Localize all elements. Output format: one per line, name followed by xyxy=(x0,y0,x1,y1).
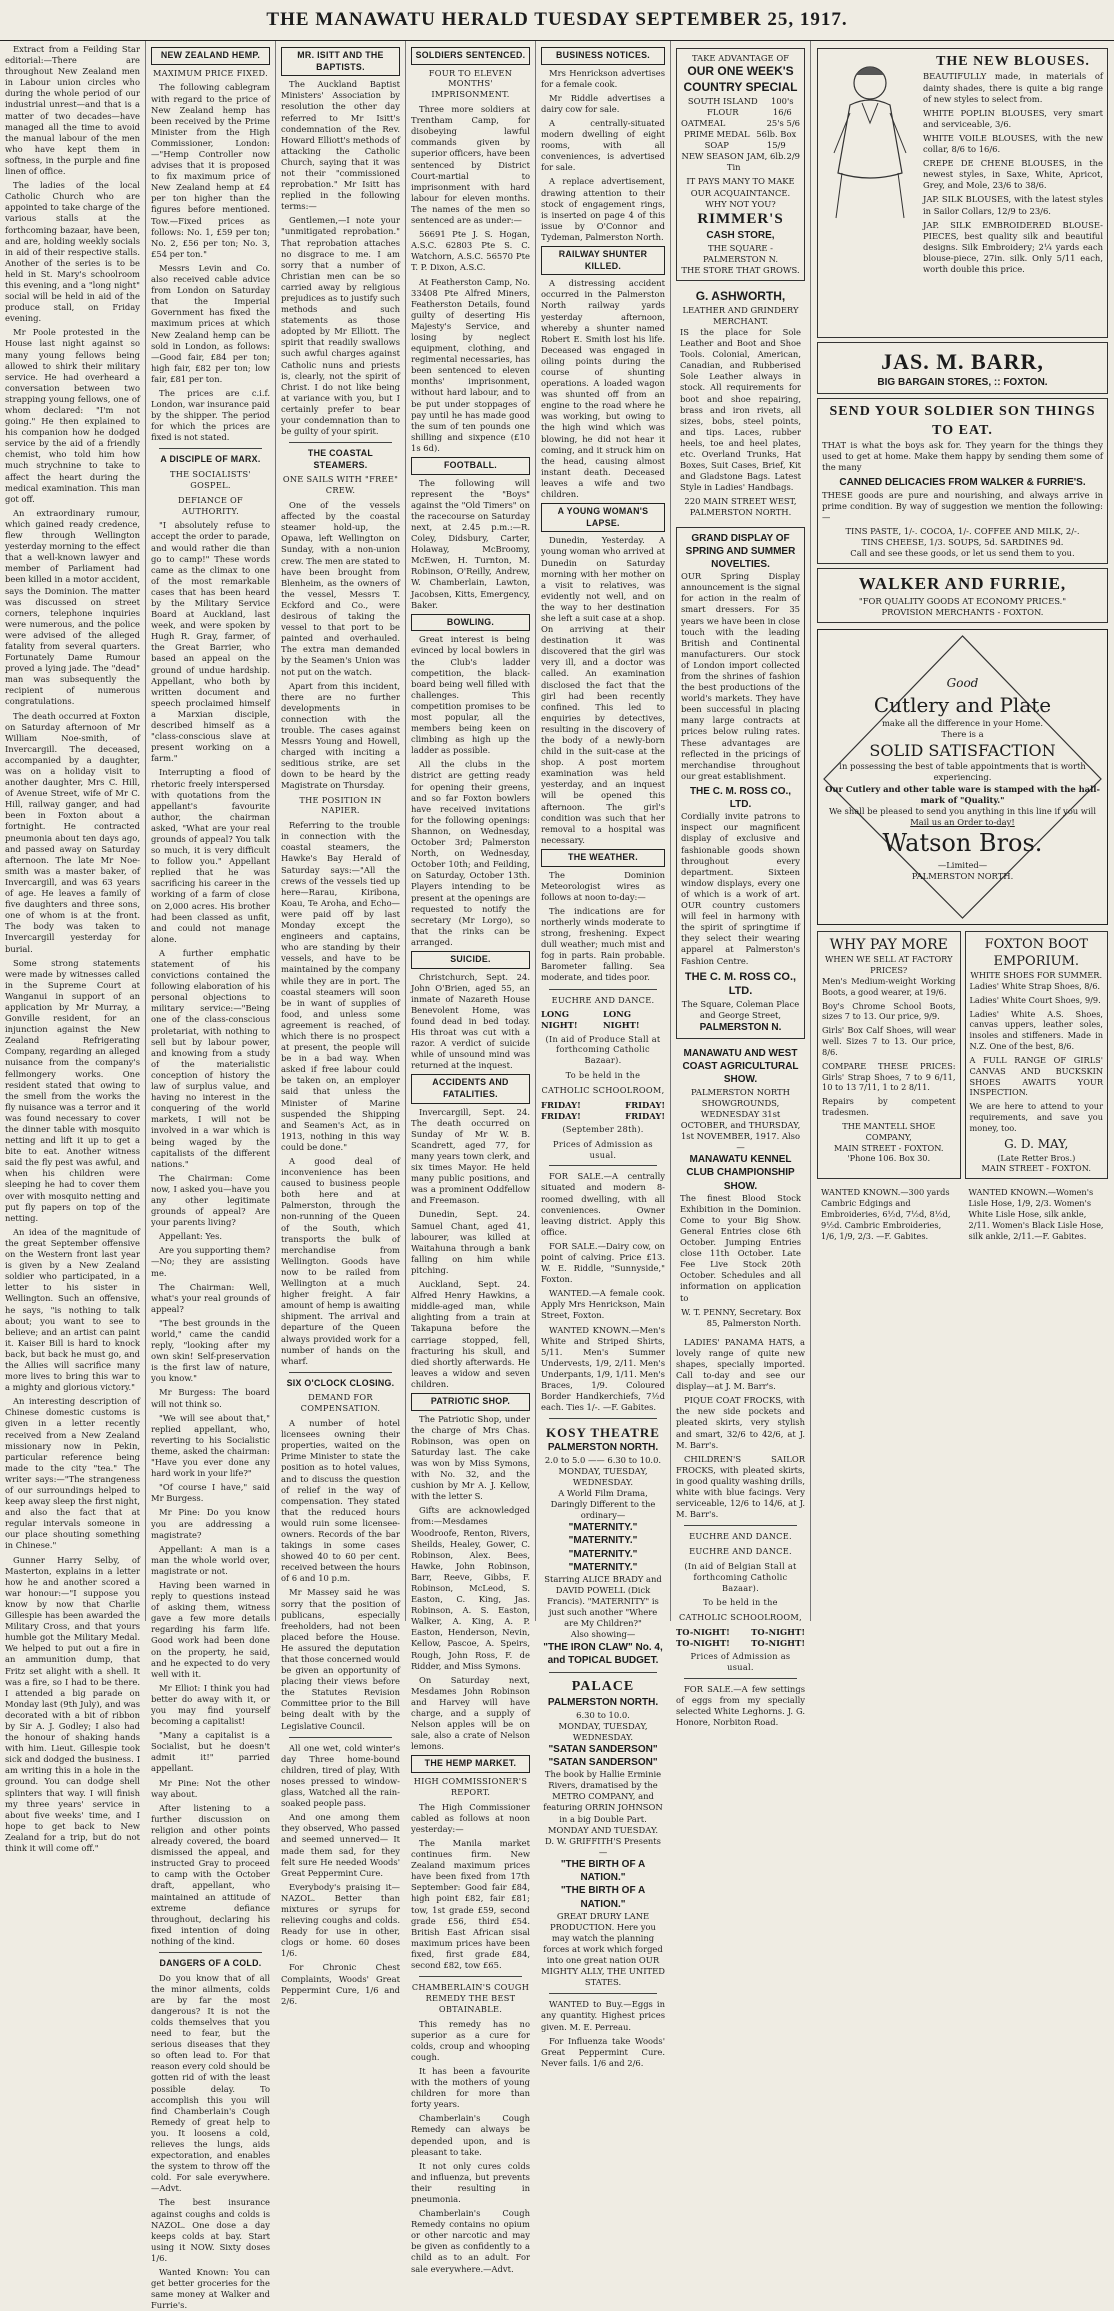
tonight-right: TO-NIGHT! xyxy=(751,1627,805,1638)
foxton-boot-sub: WHITE SHOES FOR SUMMER. xyxy=(970,970,1103,981)
euchre2-title: EUCHRE AND DANCE. xyxy=(689,1531,792,1542)
euchre-friday xyxy=(541,1111,665,1122)
blouse-illustration-icon xyxy=(822,53,917,223)
kosy-times: 2.0 to 5.0 —— 6.30 to 10.0. xyxy=(544,1454,662,1465)
ashworth-ad xyxy=(676,285,805,523)
foxton-boot-addr: MAIN STREET - FOXTON. xyxy=(981,1163,1091,1174)
blouses-text: WHITE VOILE BLOUSES, with the new collar, 8/6 to 16/6. xyxy=(923,132,1103,155)
article-paragraph: A replace advertisement, drawing attention to their stock of engagement rings, is inserted on page 4 of this issue by O'Connor and Tydeman, Palmerston North. xyxy=(541,176,665,242)
walker-furrie-name: WALKER AND FURRIE, xyxy=(858,574,1067,594)
euchre-date: (September 28th). xyxy=(562,1123,644,1134)
rimmers-items xyxy=(681,96,800,174)
article-paragraph: The Chairman: Well, what's your real grounds of appeal? xyxy=(151,1281,270,1314)
price-item-name: SOUTH ISLAND FLOUR xyxy=(687,95,758,117)
watson-cutlery-ad xyxy=(817,629,1108,925)
cut-text: There is a xyxy=(941,729,984,740)
headline-lapse: A YOUNG WOMAN'S LAPSE. xyxy=(541,503,665,532)
article-paragraph: Chamberlain's Cough Remedy can always be depended upon, and is pleasant to take. xyxy=(411,2113,530,2157)
column-6 xyxy=(671,41,811,1728)
show-sec: W. T. PENNY, Secretary. Box 85, Palmerston North. xyxy=(681,1306,801,1328)
euchre2-venue: CATHOLIC SCHOOLROOM, xyxy=(678,1612,803,1623)
palace-feature: "SATAN SANDERSON" xyxy=(548,1757,658,1769)
euchre-title: EUCHRE AND DANCE. xyxy=(551,994,655,1005)
article-paragraph: Appellant: A man is a man the whole world over, magistrate or not. xyxy=(151,1543,270,1576)
ross-addr: The Square, Coleman Place and George Street, xyxy=(681,998,800,1020)
price-item-price: 2/9 xyxy=(786,151,800,162)
classified-ad: LADIES' PANAMA HATS, a lovely range of quite new shapes, specially imported. Call to-day and see our display—at J. M. Barr's. xyxy=(676,1336,805,1392)
euchre2-admission: Prices of Admission as usual. xyxy=(690,1651,791,1673)
soldier-food-delicacies: CANNED DELICACIES FROM WALKER & FURRIE'S. xyxy=(839,477,1086,489)
article-paragraph: Invercargill, Sept. 24. The death occurred on Sunday of Mr W. B. Scandrett, aged 77, for many years town clerk, and six times Mayor. He held many public positions, and was a prominent Oddfellow and Freemason. xyxy=(411,1106,530,1206)
show-date: WEDNESDAY 31st OCTOBER, and THURSDAY, 1st NOVEMBER, 1917. Also— xyxy=(680,1108,801,1153)
divider xyxy=(549,1993,657,1994)
cut-text: We shall be pleased to send you anything in this line if you will xyxy=(828,805,1096,816)
ross-firm: THE C. M. ROSS CO., LTD. xyxy=(684,970,797,998)
ashworth-body: IS the place for Sole Leather and Boot and Shoe Tools. Colonial, American, Canadian, and Rubberised Sole Leather always in stock. All requirements for boot and shoe repairing, brass and iron rivets, all sizes, bobs, steel points, and tips. Laces, rubber heels, toe and heel plates, etc. Overland Trunks, Hat Boxes, Suit Cases, Brief, Kit and Gladstone Bags. Latest Style in Ladies' Handbags. xyxy=(680,326,801,493)
headline-soldiers: SOLDIERS SENTENCED. xyxy=(411,47,530,65)
mantell-sub: WHEN WE SELL AT FACTORY PRICES? xyxy=(824,954,953,976)
friday-right: FRIDAY! xyxy=(625,1099,665,1110)
article-paragraph: Having been warned in reply to questions instead of asking them, witness gave a few more details regarding his farm life. Good work had been done on the property, he said, and he expected to do very well with it. xyxy=(151,1579,270,1679)
classified-ad: WANTED KNOWN.—300 yards Cambric Edgings and Embroideries, 6½d, 7½d, 8½d, 9½d. Cambric Embroideries, 1/6, 1/9, 2/3. —F. Gabites. xyxy=(821,1187,951,1241)
foxton-boot-late: (Late Retter Bros.) xyxy=(997,1152,1076,1163)
article-paragraph: Christchurch, Sept. 24. John O'Brien, aged 55, an inmate of Nazareth House Benevolent Home, was found dead in bed today. His throat was cut with a razor. A verdict of suicide while of unsound mind was returned at the inquest. xyxy=(411,971,530,1071)
ross-body2: Cordially invite patrons to inspect our magnificent display of exclusive and fashionable goods shown throughout every department. Sixteen window displays, every one of which is a work of art. OUR country customers will feel in harmony with the spirit of springtime if they select their wearing apparel at Palmerston's Fashion Centre. xyxy=(681,811,800,966)
article-paragraph: Gunner Harry Selby, of Masterton, explains in a letter how he and another scored a war honour:—"I suppose you know by now that Charlie Gillespie has been awarded the Military Cross, and that yours humble got the Military Medal. We helped to put out a fire in an ammunition dump, that Fritz set alight with a shell. It was a fire, so I had to be there. I attended a big parade on Monday last (9th July), and was decorated with a bit of ribbon by Sir A. J. Godley; I also had the honour of shaking hands with him. Lieut. Gillespie took sick and dodged the business. I am writing this in a hole in the ground. You can dodge shell splinters that way. I will finish my three years' service in about five weeks' time, and I hope to get back to New Zealand for a trip, but do not think it will come off." xyxy=(5,1554,140,1853)
barr-sub: BIG BARGAIN STORES, :: FOXTON. xyxy=(877,377,1048,389)
show-kennel: MANAWATU KENNEL CLUB CHAMPIONSHIP SHOW. xyxy=(686,1154,795,1192)
divider xyxy=(684,1525,797,1526)
article-paragraph: Some strong statements were made by witnesses called in the Supreme Court at Wanganui in support of an application by Mr Murray, a Gonville resident, for an injunction against the New Zealand Refrigerating Company, regarding an alleged nuisance from the company's fellmongery works. One resident stated that owing to the smell from the works the fly nuisance was a terror and it was found necessary to cover the dinner table with mosquito netting and lift it up to get a bite to eat. Another witness said the fly pest was awful, and when his children were sleeping he had to cover them over with mosquito netting and put fly papers on top of the netting. xyxy=(5,957,140,1223)
headline-marx: A DISCIPLE OF MARX. xyxy=(160,454,261,465)
ashworth-addr: 220 MAIN STREET WEST, PALMERSTON NORTH. xyxy=(684,496,797,518)
subhead: DEFIANCE OF AUTHORITY. xyxy=(177,494,244,516)
article-paragraph: It not only cures colds and influenza, but prevents their resulting in pneumonia. xyxy=(411,2160,530,2204)
cut-good: Good xyxy=(946,675,979,690)
divider xyxy=(549,989,657,990)
blouses-ad xyxy=(817,48,1108,338)
article-paragraph: Mr Pine: Not the other way about. xyxy=(151,1777,270,1799)
subhead: THE SOCIALISTS' GOSPEL. xyxy=(169,469,251,490)
article-paragraph: At Featherston Camp, No. 33408 Pte Alfred Miners, Featherston Details, found guilty of deserting His Majesty's Service, and losing by neglect equipment, clothing, and regimental necessaries, has been sentenced to eleven months' imprisonment, without hard labour, and to be put under stoppages of pay until he has made good the sum of ten pounds one shilling and sixpence (£10 1s 6d). xyxy=(411,276,530,453)
price-item-name: OATMEAL xyxy=(681,117,726,128)
classified-ad: CHILDREN'S SAILOR FROCKS, with pleated skirts, in good quality washing drills, white with blue facings. Very serviceable, 12/6 to 14/6, at J. M. Barr's. xyxy=(676,1453,805,1520)
ross-title: GRAND DISPLAY OF SPRING AND SUMMER NOVELTIES. xyxy=(685,532,796,570)
kosy-theatre-ad xyxy=(541,1424,665,1667)
article-paragraph: Mr Elliot: I think you had better do away with it, or you may find yourself becoming a capitalist! xyxy=(151,1682,270,1727)
price-item-price: 25's 5/6 xyxy=(766,117,800,128)
tonight-left: TO-NIGHT! xyxy=(676,1627,730,1638)
ross-body: OUR Spring Display announcement is the signal for action in the realm of smart dressers. For 35 years we have been in close touch with the leading British and Continental manufacturers. Our stock of London import collected from the shrines of fashion the best productions of the world's markets. They have been successful in placing many large contracts at prices below ruling rates. These advantages are reflected in the pricings of merchandise throughout our great establishment. xyxy=(681,571,800,781)
article-paragraph: The High Commissioner cabled as follows at noon yesterday:— xyxy=(411,1801,530,1834)
palace-desc2: GREAT DRURY LANE PRODUCTION. Here you may watch the planning forces at work which forged into one great nation OUR MIGHTY ALLY, THE UNITED STATES. xyxy=(541,1910,665,1988)
price-row xyxy=(681,151,800,173)
foxton-boot-text: We are here to attend to your requirements, and save you money, too. xyxy=(969,1101,1103,1133)
classified-ad: WANTED to Buy.—Eggs in any quantity. Highest prices given. M. E. Perreau. xyxy=(541,1999,665,2032)
article-paragraph: Auckland, Sept. 24. Alfred Henry Hawkins, a middle-aged man, while alighting from a train at Takapuna before the carriage stopped, fell, fracturing his skull, and died shortly afterwards. He leaves a widow and seven children. xyxy=(411,1279,530,1389)
show-body: The finest Blood Stock Exhibition in the Dominion. Come to your Big Show. General Entries close 6th October. Jumping Entries close 11th October. Late Fee Live Stock 20th October. Schedules and all information on application to xyxy=(680,1192,801,1303)
palace-days: MONDAY, TUESDAY, WEDNESDAY. xyxy=(558,1720,648,1742)
column-3 xyxy=(276,41,406,2006)
walker-furrie-sub: "FOR QUALITY GOODS AT ECONOMY PRICES." xyxy=(858,595,1067,606)
headline-business: BUSINESS NOTICES. xyxy=(541,47,665,65)
article-paragraph: All one wet, cold winter's day Three home-bound children, tired of play, With noses pressed to window-glass, Watched all the rain-soaked people pass. xyxy=(281,1742,400,1809)
subhead: HIGH COMMISSIONER'S REPORT. xyxy=(413,1776,528,1797)
divider xyxy=(289,442,392,443)
euchre-venue: CATHOLIC SCHOOLROOM, xyxy=(541,1084,665,1095)
column-2 xyxy=(146,41,276,2311)
article-paragraph: The death occurred at Foxton on Saturday afternoon of Mr William Noe-smith, of Invercargill. The deceased, accompanied by a daughter, was on a holiday visit to another daughter, Mrs C. Hill, of Avenue Street, wife of Mr C. Hill, railway ganger, and had been in Foxton about a fortnight. He contracted pneumonia about ten days ago, and passed away on Saturday afternoon. The late Mr Noe-smith was a master baker, of Invercargill, and was 63 years of age. He leaves a family of five daughters and three sons, one of whom is at the front. The body was taken to Invercargill yesterday for burial. xyxy=(5,710,140,954)
article-paragraph: A good deal of inconvenience has been caused to business people both here and at Palmerston, through the non-running of the Queen of the South, which transports the bulk of merchandise from Wellington. Goods have now to be railed from Wellington at a much higher freight. A fair amount of hemp is awaiting shipment. The arrival and departure of the Queen always provided work for a number of hands on the wharf. xyxy=(281,1156,400,1366)
walker-furrie-sub2: PROVISION MERCHANTS - FOXTON. xyxy=(881,606,1044,617)
palace-ad xyxy=(541,1678,665,1988)
headline-cold: DANGERS OF A COLD. xyxy=(159,1957,262,1968)
article-paragraph: Great interest is being evinced by local bowlers in the Club's ladder competition, the black-board being well filled with challenges. This competition promises to be most popular, all the members being keen on climbing as high up the ladder as possible. xyxy=(411,634,530,756)
blouses-text: JAP. SILK BLOUSES, with the latest styles in Sailor Collars, 12/9 to 23/6. xyxy=(923,194,1103,216)
article-paragraph: 56691 Pte J. S. Hogan, A.S.C. 62803 Pte S. C. Watchorn, A.S.C. 56570 Pte T. P. Dixon, A.S.C. xyxy=(411,229,530,273)
classified-ad: PIQUE COAT FROCKS, with the new side pockets and pleated skirts, very stylish and smart, 32/6 to 42/6, at J. M. Barr's. xyxy=(676,1395,805,1450)
article-paragraph: "Of course I have," said Mr Burgess. xyxy=(151,1482,270,1504)
mantell-title: WHY PAY MORE xyxy=(829,936,948,953)
mantell-ad xyxy=(817,931,961,1179)
divider xyxy=(419,1976,522,1977)
divider xyxy=(684,1678,797,1679)
article-paragraph: Mr Poole protested in the House last night against so many young fellows being allowed to shirk their military service. He had overheard a conversation between two strapping young fellows, one of whom declared: "I'm not going." He then explained to his companion how he dodged service by the aid of a friendly chemist, who told him how much strychnine to take to affect the heart during the medical examination. This man got off. xyxy=(5,327,140,504)
article-paragraph: Interrupting a flood of rhetoric freely interspersed with quotations from the appellant's favourite author, the chairman asked, "What are your real grounds of appeal? You talk so much, it is very difficult to follow you." Appellant replied that he was sacrificing his career in the working of a farm of close on 2,000 acres. His brother had been classed as unfit, and could not manage alone. xyxy=(151,767,270,944)
euchre-note: (In aid of Produce Stall at forthcoming Catholic Bazaar). xyxy=(545,1033,661,1066)
article-paragraph: "The best grounds in the world," came the candid reply, "looking after my own skin! Self-preservation is the first law of nature, you know." xyxy=(151,1317,270,1384)
article-paragraph: The indications are for northerly winds moderate to strong, freshening. Expect dull weather; much mist and fog in parts. Rain probable. Barometer falling. Sea moderate, and tides poor. xyxy=(541,905,665,983)
article-paragraph: For Chronic Chest Complaints, Woods' Great Peppermint Cure, 1/6 and 2/6. xyxy=(281,1962,400,2006)
foxton-boot-text: Ladies' White Court Shoes, 9/9. xyxy=(969,994,1101,1005)
column-4 xyxy=(406,41,536,2274)
article-paragraph: One of the vessels affected by the coastal steamer hold-up, the Opawa, left Wellington on Sunday, with a non-union crew. The men are stated to have been brought from Blenheim, as the owners of the vessel, Messrs T. Eckford and Co., were desirous of taking the vessel to that port to be painted and overhauled. The extra man demanded by the Seamen's Union was not put on the watch. xyxy=(281,500,400,677)
article-paragraph: Chamberlain's Cough Remedy contains no opium or other narcotic and may be given as confidently to a child as to an adult. For sale everywhere.—Advt. xyxy=(411,2208,530,2274)
kosy-iron-claw: "THE IRON CLAW" No. 4, and TOPICAL BUDGET. xyxy=(543,1641,663,1666)
palace-bon: "THE BIRTH OF A NATION." xyxy=(560,1858,646,1884)
palace-desc: The book by Hallie Erminie Rivers, dramatised by the METRO COMPANY, and featuring ORRIN JOHNSON in a big Double Part. xyxy=(543,1769,663,1824)
soldier-food-title: SEND YOUR SOLDIER SON THINGS TO EAT. xyxy=(829,404,1096,438)
article-paragraph: On Saturday next, Mesdames John Robinson and Harvey will have charge, and a supply of Nelson apples will be on sale, also a crate of Nelson lemons. xyxy=(411,1674,530,1752)
price-item-price: 100's 16/6 xyxy=(771,95,794,117)
article-paragraph: Mr Riddle advertises a dairy cow for sale. xyxy=(541,92,665,114)
article-paragraph: "We will see about that," replied appellant, who, reverting to his Socialistic theme, asked the chairman: "Have you ever done any hard work in your life?" xyxy=(151,1412,270,1479)
article-paragraph: The best insurance against coughs and colds is NAZOL. One dose a day keeps colds at bay. Start using it NOW. Sixty doses 1/6. xyxy=(151,2197,270,2263)
show-ad xyxy=(676,1043,805,1333)
article-paragraph: Are you supporting them?—No; they are assisting me. xyxy=(151,1245,270,1278)
palace-title: PALACE xyxy=(571,1678,635,1694)
friday-right: FRIDAY! xyxy=(625,1110,665,1121)
article-paragraph: An interesting description of Chinese domestic customs is given in a letter recently received from a New Zealand missionary now in Pekin, particular reference being made to the city "tea." The writer says:—"The strangeness of our surroundings helped to keep away sleep the first night, and also the fact that at regular intervals someone in our place shouting something in Chinese." xyxy=(5,1396,140,1551)
foxton-boot-text: A FULL RANGE OF GIRLS' CANVAS AND BUCKSKIN SHOES AWAITS YOUR INSPECTION. xyxy=(969,1054,1103,1098)
headline-patriotic: PATRIOTIC SHOP. xyxy=(411,1393,530,1411)
article-paragraph: After listening to a further discussion on religion and other points already covered, the board dismissed the appeal, and instructed Gray to proceed to camp with the October draft, appellant, who maintained an attitude of extreme defiance throughout, declaring his fixed intention of doing nothing of the kind. xyxy=(151,1802,270,1946)
masthead-title: THE MANAWATU HERALD TUESDAY SEPTEMBER 25, 1917. xyxy=(266,9,848,31)
subhead: ONE SAILS WITH "FREE" CREW. xyxy=(282,474,399,496)
price-item-name: NEW SEASON JAM, 6lb. Tin xyxy=(681,151,787,173)
foxton-boot-name: G. D. MAY, xyxy=(1004,1136,1069,1151)
mantell-text: Repairs by competent tradesmen. xyxy=(822,1096,956,1118)
headline-isitt: MR. ISITT AND THE BAPTISTS. xyxy=(281,47,400,76)
classified-ad: FOR SALE.—A centrally situated and modern 8-roomed dwelling, with all conveniences. Owner leaving district. Apply this office. xyxy=(541,1171,665,1237)
column-5 xyxy=(536,41,671,2068)
cut-ltd: —Limited— xyxy=(937,859,988,870)
article-paragraph: The following will represent the "Boys" against the "Old Timers" on the racecourse on Saturday next, at 2.45 p.m.:—R. Coley, Didsbury, Carter, Holaway, McBroomy, McEwen, H. Turnton, M. Robinson, O'Reilly, Andrew, W. Chamberlain, Lawton, Jacobsen, Kitts, Emergency, Baker. xyxy=(411,477,530,610)
cut-text: make all the difference in your Home. xyxy=(881,718,1044,729)
euchre-friday xyxy=(541,1100,665,1111)
page-columns xyxy=(0,41,1114,2311)
shoe-ads xyxy=(817,931,1108,1179)
divider xyxy=(159,1952,262,1953)
ashworth-sub: LEATHER AND GRINDERY MERCHANT. xyxy=(682,304,799,326)
classified-ad: WANTED.—A female cook. Apply Mrs Henrickson, Main Street, Foxton. xyxy=(541,1288,665,1321)
palace-mon: MONDAY AND TUESDAY. xyxy=(547,1824,659,1835)
show-sub: PALMERSTON NORTH SHOWGROUNDS, xyxy=(691,1086,790,1108)
article-paragraph: The Manila market continues firm. New Zealand maximum prices have been fixed from 17th September: Good fair £84, high point £82, fair £81; tow, 1st grade £59, second grade £56, third £54. British East African sisal maximum prices have been fixed, first grade £84, second £82, tow £65. xyxy=(411,1837,530,1970)
article-paragraph: Appellant: Yes. xyxy=(159,1231,223,1242)
price-row xyxy=(681,96,800,118)
bottom-classifieds xyxy=(817,1183,1108,1245)
tonight-right: TO-NIGHT! xyxy=(751,1638,805,1649)
ross-city: PALMERSTON N. xyxy=(699,1021,782,1033)
headline-coastal: THE COASTAL STEAMERS. xyxy=(307,448,374,470)
article-paragraph: Mr Pine: Do you know you are addressing a magistrate? xyxy=(151,1507,270,1540)
article-paragraph: An idea of the magnitude of the great September offensive on the Western front last year is given by a New Zealand soldier who participated, in a letter to his sister in Wellington. Such an offensive, he says, "is nothing to talk about; you want to see to believe; and an artist can paint it. Kaiser Bill is hard to knock back, but back he must go, and the Allies will sacrifice many more lives to bring this war to a mighty and glorious victory." xyxy=(5,1226,140,1393)
article-paragraph: Three more soldiers at Trentham Camp, for disobeying lawful commands given by superior officers, have been sentenced by District Court-martial to imprisonment with hard labour for eleven months. The names of the men so sentenced are as under:— xyxy=(411,104,530,226)
article-paragraph: Mr Burgess: The board will not think so. xyxy=(151,1387,270,1409)
headline-suicide: SUICIDE. xyxy=(411,951,530,969)
column-7 xyxy=(811,41,1114,1621)
article-paragraph: A distressing accident occurred in the Palmerston North railway yards yesterday afternoon, whereby a shunter named Robert E. Smith lost his life. Deceased was engaged in oiling points during the course of shunting operations. A loaded wagon was shunted off from an engine to the road where he was working, but owing to the high wind which was blowing, he did not hear it coming, and it struck him on the head, causing almost instant death. Deceased leaves a wife and two children. xyxy=(541,278,665,500)
foxton-boot-title: FOXTON BOOT EMPORIUM. xyxy=(984,936,1088,969)
soldier-food-text: THESE goods are pure and nourishing, and always arrive in prime condition. By way of suggestion we mention the following:— xyxy=(822,489,1103,522)
divider xyxy=(289,1737,392,1738)
barr-name: JAS. M. BARR, xyxy=(881,349,1044,374)
divider xyxy=(549,1672,657,1673)
cut-mail: Mail us an Order to-day! xyxy=(910,816,1015,827)
article-paragraph: The ladies of the local Catholic Church who are appointed to take charge of the various stalls at the forthcoming bazaar, have been, and are, holding weekly socials in aid of their respective stalls. Another of the series is to be held in St. Mary's schoolroom this evening, and a "long night" social will be held in aid of the produce stall, on Friday evening. xyxy=(5,180,140,324)
article-paragraph: Gifts are acknowledged from:—Mesdames Woodroofe, Renton, Rivers, Sheilds, Healey, Gower, C. Robinson, Alex. Bees, Hawke, John Robinson, Barr, Reeve, Gibbs, F. Robinson, McLeod, S. Easton, C. King, Jas. Robinson, A. S. Easton, Walker, A. King, A. P. Easton, Henderson, Nevin, Kellow, Pascoe, A. Speirs, Rough, John Ross, F. de Ridder, and Miss Symons. xyxy=(411,1505,530,1671)
subhead: FOUR TO ELEVEN MONTHS' IMPRISONMENT. xyxy=(428,67,513,100)
friday-left: FRIDAY! xyxy=(541,1110,581,1121)
article-paragraph: An extraordinary rumour, which gained ready credence, flew through Wellington yesterday morning to the effect that a well-known lawyer and member of Parliament had been killed in a motor accident, says the Dominion. The matter was discussed on street corners, telephone inquiries were numerous, and the police were advised of the alleged fatality from several quarters. Fortunately Dame Rumour proved a lying jade. The "dead" man was subsequently the recipient of numerous congratulations. xyxy=(5,507,140,707)
article-paragraph: "Many a capitalist is a Socialist, but he doesn't admit it!" parried appellant. xyxy=(151,1730,270,1774)
euchre-admission: Prices of Admission as usual. xyxy=(553,1138,653,1160)
mantell-text: Men's Medium-weight Working Boots, a good wearer, at 19/6. xyxy=(822,975,956,997)
kosy-feature: "MATERNITY." "MATERNITY." xyxy=(568,1522,638,1547)
ashworth-name: G. ASHWORTH, xyxy=(695,288,786,303)
divider xyxy=(289,1372,392,1373)
euchre-long-night xyxy=(541,1009,665,1031)
article-paragraph: Do you know that of all the minor ailments, colds are by far the most dangerous? It is not the colds themselves that you need to fear, but the serious diseases that they so often lead to. For that reason every cold should be gotten rid of with the least possible delay. To accomplish this you will find Chamberlain's Cough Remedy of great help to you. It loosens a cold, relieves the lungs, aids expectoration, and enables the system to throw off the cold. For sale everywhere.—Advt. xyxy=(151,1972,270,2194)
article-paragraph: The Patriotic Shop, under the charge of Mrs Chas. Robinson, was open on Saturday last. The cake was won by Miss Symons, with No. 32, and the cushion by Mr A. J. Kellow, with the letter S. xyxy=(411,1413,530,1502)
foxton-boot-text: Ladies' White A.S. Shoes, canvas uppers, leather soles, insoles and stiffeners. Made in N.Z. One of the best, 8/6. xyxy=(969,1008,1103,1052)
foxton-boot-text: Ladies' White Strap Shoes, 8/6. xyxy=(969,980,1101,991)
palace-bon: "THE BIRTH OF A NATION." xyxy=(560,1885,646,1910)
mantell-text: COMPARE THESE PRICES: Girls' Strap Shoes, 7 to 9 6/11, 10 to 13 7/11, 1 to 2 8/11. xyxy=(822,1060,956,1093)
price-row xyxy=(681,129,800,151)
article-paragraph: This remedy has no superior as a cure for colds, croup and whooping cough. xyxy=(411,2018,530,2062)
rimmers-store: RIMMER'S xyxy=(697,210,784,227)
euchre-note: To be held in the xyxy=(565,1070,641,1080)
rimmers-sub: CASH STORE, xyxy=(706,230,775,242)
foxton-boot-ad xyxy=(965,931,1109,1179)
long-night-left: LONG NIGHT! xyxy=(541,1009,578,1031)
ross-ad xyxy=(676,527,805,1039)
mantell-text: Girls' Box Calf Shoes, will wear well. Sizes 7 to 13. Our price, 8/6. xyxy=(822,1025,956,1057)
cut-city: PALMERSTON NORTH. xyxy=(911,870,1014,881)
subhead: MAXIMUM PRICE FIXED. xyxy=(153,67,268,78)
classified-ad: WANTED KNOWN.—Women's Lisle Hose, 1/9, 2/3. Women's White Lisle Hose, silk ankle, 2/11. Women's Black Lisle Hose, silk ankle, 2/11.—F. Gabites. xyxy=(968,1187,1104,1241)
classified-ad: For Influenza take Woods' Great Peppermint Cure. Never fails. 1/6 and 2/6. xyxy=(541,2035,665,2068)
kosy-place: PALMERSTON NORTH. xyxy=(547,1442,659,1454)
divider xyxy=(549,1165,657,1166)
blouses-text: BEAUTIFULLY made, in materials of dainty shades, there is quite a big range of new styles to select from. xyxy=(923,71,1103,104)
price-item-price: 56lb. Box 15/9 xyxy=(756,129,797,151)
article-paragraph: Wanted Known: You can get better groceries for the same money at Walker and Furrie's. xyxy=(151,2267,270,2311)
article-paragraph: Everybody's praising it—NAZOL. Better than mixtures or syrups for relieving coughs and colds. Ready for use in other, clogs or home. 60 doses 1/6. xyxy=(281,1881,400,1959)
article-paragraph: Mr Massey said he was sorry that the position of publicans, especially freeholders, had not been placed before the House. He assured the deputation that those concerned would be given an opportunity of placing their views before the Statutes Revision Committee prior to the Bill being dealt with by the Legislative Council. xyxy=(281,1587,400,1731)
article-paragraph: Messrs Levin and Co. also received cable advice from London on Saturday that the Imperial Government has fixed the maximum prices at which New Zealand hemp can be sold in London, as follows:—Good fair, £84 per ton; high fair, £82 per ton; low fair, £81 per ton. xyxy=(151,262,270,384)
article-paragraph: The Dominion Meteorologist wires as follows at noon to-day:— xyxy=(541,869,665,902)
cut-solid: SOLID SATISFACTION xyxy=(869,741,1056,761)
headline-football: FOOTBALL. xyxy=(411,457,530,475)
subhead: CHAMBERLAIN'S COUGH REMEDY THE BEST OBTAINABLE. xyxy=(411,1982,530,2014)
headline-accidents: ACCIDENTS AND FATALITIES. xyxy=(411,1074,530,1103)
article-paragraph: And one among them they observed, Who passed and seemed unnerved— It made them sad, for they felt sure He needed Woods' Great Peppermint Cure. xyxy=(281,1812,400,1878)
article-paragraph: Gentlemen,—I note your "unmitigated reprobation." That reprobation attaches no disgrace to me. I am sorry that a number of Christian men can be so carried away by religious prejudices as to justify such methods and such statements as those adopted by Mr Elliott. The spirit that readily swallows such awful charges against Catholic nuns and priests is, clearly, not the spirit of Christ. I do not like being at variance with you, but I certainly prefer to bear your condemnation than to be guilty of your spirit. xyxy=(281,215,400,437)
blouses-text: JAP. SILK EMBROIDERED BLOUSE-PIECES, best quality silk and beautiful designs. Silk Embroidery; 2¼ yards each blouse-piece, 27in. silk. Only 5/11 each, worth double this price. xyxy=(923,219,1103,274)
kosy-desc: A World Film Drama, Daringly Different to the ordinary— xyxy=(550,1487,656,1521)
euchre2-tonight xyxy=(676,1638,805,1649)
euchre2-title: EUCHRE AND DANCE. xyxy=(689,1546,792,1557)
masthead xyxy=(0,0,1114,41)
classified-ad: WANTED KNOWN.—Men's White and Striped Shirts, 5/11. Men's Summer Undervests, 1/9, 2/11. Men's Underpants, 1/9, 1/11. Men's Braces, 1/9. Coloured Border Handkerchiefs, 7½d each. Ties 1/-. —F. Gabites. xyxy=(541,1324,665,1413)
euchre2-note: (In aid of Belgian Stall at forthcoming Catholic Bazaar). xyxy=(684,1560,797,1593)
article-paragraph: The Auckland Baptist Ministers' Association by resolution the other day referred to Mr Isitt's condemnation of the Rev. Howard Elliott's methods of attacking the Catholic Church, saying that it was not their "commissioned reprobation." Mr Isitt has replied in the following terms:— xyxy=(281,79,400,212)
headline-shunter: RAILWAY SHUNTER KILLED. xyxy=(541,246,665,275)
long-night-right: LONG NIGHT! xyxy=(603,1009,640,1031)
article-paragraph: Mrs Henrickson advertises for a female cook. xyxy=(541,67,665,89)
palace-feature: "SATAN SANDERSON" xyxy=(548,1743,658,1755)
soldier-food-call: Call and see these goods, or let us send them to you. xyxy=(850,548,1075,559)
article-paragraph: The Chairman: Come now, I asked you—have you any other legitimate grounds of appeal? Are your parents living? xyxy=(151,1172,270,1228)
palace-times: 6.30 to 10.0. xyxy=(576,1709,630,1720)
kosy-days: MONDAY, TUESDAY, WEDNESDAY. xyxy=(558,1465,648,1487)
subhead: THE POSITION IN NAPIER. xyxy=(299,794,382,816)
article-paragraph: "I absolutely refuse to accept the order to parade, and would rather die than go to camp!" These words came as the climax to one of the most remarkable cases that has been heard by the Military Service Board at Auckland, last week, and were spoken by Hugh R. Gray, farmer, of the Great Barrier, who based an appeal on the ground of undue hardship. Appellant, who both by written document and speech proclaimed himself a Marxian disciple, described himself as a "class-conscious slave at present working on a farm." xyxy=(151,520,270,764)
headline-weather: THE WEATHER. xyxy=(541,849,665,867)
blouses-text: CREPE DE CHENE BLOUSES, in the newest styles, in Saxe, White, Apricot, Grey, and Mole, 23/6 to 38/6. xyxy=(923,158,1103,191)
rimmers-title: OUR ONE WEEK'S COUNTRY SPECIAL xyxy=(683,64,798,94)
divider xyxy=(159,448,262,449)
column-1 xyxy=(0,41,146,1853)
headline-hemp-market: THE HEMP MARKET. xyxy=(411,1755,530,1773)
kosy-star: Starring ALICE BRADY and DAVID POWELL (Dick Francis). "MATERNITY" is just such another "Where are My Children?" xyxy=(544,1573,662,1629)
price-row xyxy=(681,118,800,129)
soldier-food-items: TINS PASTE, 1/-. COCOA, 1/-. COFFEE AND MILK, 2/-. xyxy=(845,525,1080,536)
rimmers-ad xyxy=(676,48,805,281)
rimmers-tag: THE STORE THAT GROWS. xyxy=(681,264,800,275)
mantell-name: THE MANTELL SHOE COMPANY, xyxy=(842,1120,936,1142)
mantell-addr: MAIN STREET - FOXTON. xyxy=(834,1142,944,1153)
subhead: DEMAND FOR COMPENSATION. xyxy=(300,1392,381,1414)
article-paragraph: A number of hotel licensees owning their properties, waited on the Prime Minister to state the position as to hotel values, and to discuss the question of relief in the way of compensation. They stated that the reduced hours would ruin some licensee-owners. Records of the bar takings in some cases showed 40 to 60 per cent. received between the hours of 6 and 10 p.m. xyxy=(281,1418,400,1584)
walker-furrie-ad xyxy=(817,568,1108,623)
tonight-left: TO-NIGHT! xyxy=(676,1638,730,1649)
palace-place: PALMERSTON NORTH. xyxy=(547,1697,659,1709)
headline-bowling: BOWLING. xyxy=(411,614,530,632)
blouses-text: WHITE POPLIN BLOUSES, very smart and serviceable, 3/6. xyxy=(923,107,1103,129)
cut-title: Cutlery and Plate xyxy=(873,692,1052,717)
article-paragraph: It has been a favourite with the mothers of young children for more than forty years. xyxy=(411,2065,530,2110)
rimmers-top: TAKE ADVANTAGE OF xyxy=(692,53,789,63)
price-item-name: PRIME MEDAL SOAP xyxy=(683,129,750,151)
article-paragraph: Dunedin, Sept. 24. Samuel Chant, aged 41, labourer, was killed at Waitahuna through a bank falling on him while pitching. xyxy=(411,1209,530,1275)
euchre2-tonight xyxy=(676,1627,805,1638)
cut-text: Our Cutlery and other table ware is stamped with the hall-mark of "Quality." xyxy=(825,783,1100,805)
cut-text: in possessing the best of table appointments that is worth experiencing. xyxy=(839,761,1086,783)
headline-hemp: NEW ZEALAND HEMP. xyxy=(151,47,270,65)
article-paragraph: A centrally-situated modern dwelling of eight rooms, with all conveniences, is advertised for sale. xyxy=(541,117,665,173)
kosy-also: Also showing— xyxy=(570,1629,636,1640)
mantell-text: Boy's Chrome School Boots, sizes 7 to 13. Our price, 9/9. xyxy=(822,1000,956,1022)
soldier-food-text: THAT is what the boys ask for. They yearn for the things they used to get at home. Make them happy by sending them some of the many xyxy=(822,440,1103,473)
divider xyxy=(549,1418,657,1419)
article-paragraph: A further emphatic statement of his convictions contained the following elaboration of his personal objections to military service:—"Being one of the class-conscious proletariat, with nothing to sell but by labour power, and knowing from a study of the materialistic conception of history the law of surplus value, and having no interest in the conquering of the world markets, I will not be involved in a war which is being waged by the capitalists of the different nations." xyxy=(151,947,270,1169)
article-paragraph: The prices are c.i.f. London, war insurance paid by the shipper. The period for which the prices are fixed is not stated. xyxy=(151,387,270,443)
article-paragraph: Dunedin, Yesterday. A young woman who arrived at Dunedin on Saturday morning with her mother on a visit to relatives, was evidently not well, and on the way to her destination she left a suit case at a shop. On arriving at their destination it was discovered that the girl was very ill, and a doctor was called. An examination disclosed the fact that the girl had been recently confined. This led to enquiries by detectives, resulting in the discovery of the body of a newly-born child in the suit-case at the shop. A post mortem examination was held yesterday, and an inquest will be opened this afternoon. The girl's condition was such that her removal to a hospital was necessary. xyxy=(541,535,665,845)
headline-closing: SIX O'CLOCK CLOSING. xyxy=(286,1377,395,1388)
palace-dw: D. W. GRIFFITH'S Presents— xyxy=(545,1835,661,1857)
classified-ad: FOR SALE.—Dairy cow, on point of calving. Price £13. W. E. Riddle, "Sunnyside," Foxton. xyxy=(541,1240,665,1285)
friday-left: FRIDAY! xyxy=(541,1099,581,1110)
show-title: MANAWATU AND WEST COAST AGRICULTURAL SHOW. xyxy=(682,1048,799,1086)
rimmers-addr: THE SQUARE - PALMERSTON N. xyxy=(702,242,779,264)
article-paragraph: Apart from this incident, there are no further developments in connection with the trouble. The cases against Messrs Young and Howell, charged with inciting a seditious strike, are set down to be heard by the Magistrate on Thursday. xyxy=(281,680,400,791)
classified-ad: FOR SALE.—A few settings of eggs from my specially selected White Leghorns. J. G. Honore, Norbiton Road. xyxy=(676,1683,805,1728)
soldier-food-items: TINS CHEESE, 1/3. SOUPS, 5d. SARDINES 9d. xyxy=(861,537,1064,547)
kosy-feature: "MATERNITY." "MATERNITY." xyxy=(568,1548,638,1573)
blouses-title: THE NEW BLOUSES. xyxy=(936,54,1090,69)
article-paragraph: All the clubs in the district are getting ready for opening their greens, and so far Foxton bowlers have received invitations for the following openings: Shannon, on Wednesday, October 3rd; Palmerston North, on Wednesday, October 10th; and Feilding, on Saturday, October 13th. Players intending to be present at the openings are requested to notify the secretary (Mr Lorgo), so that the rinks can be arranged. xyxy=(411,759,530,947)
mantell-phone: 'Phone 106. Box 30. xyxy=(847,1153,931,1164)
rimmers-pay: IT PAYS MANY TO MAKE OUR ACQUAINTANCE. WHY NOT YOU? xyxy=(686,176,795,209)
cut-watson: Watson Bros. xyxy=(882,828,1043,857)
barr-ad xyxy=(817,342,1108,394)
kosy-title: KOSY THEATRE xyxy=(546,1425,660,1441)
euchre2-note: To be held in the xyxy=(703,1597,778,1608)
article-paragraph: The following cablegram with regard to the price of New Zealand hemp has been received by the Prime Minister from the High Commissioner, London:—"Hemp Controller now advises that it is proposed to fix maximum price of New Zealand hemp at £4 per ton higher than the figures before mentioned. Tow.—Fixed prices as follows: No. 1, £59 per ton; No. 2, £56 per ton; No. 3, £54 per ton." xyxy=(151,82,270,259)
soldier-food-ad xyxy=(817,398,1108,564)
ross-name: THE C. M. ROSS CO., LTD. xyxy=(689,785,792,811)
article-paragraph: Extract from a Feilding Star editorial:—There are throughout New Zealand men in Labour union circles who during the whole period of our industrial unrest—and that is a matter of two decades—have managed all the time to avoid the manual labour of the men who have kept them in softness, in the purple and fine linen of office. xyxy=(5,44,140,177)
article-paragraph: Referring to the trouble in connection with the coastal steamers, the Hawke's Bay Herald of Saturday says:—"All the crews of the vessels tied up here—Rarau, Kiribona, Koau, Te Aroha, and Echo—were paid off by last Monday except the engineers and captains, who are standing by their vessels, and have to be maintained by the company while they are in port. The coastal steamers will soon be in want of supplies of food, and unless some agreement is reached, of which there is no prospect at present, the people will be in a bad way. When asked if free labour could be taken on, an employer said that unless the Minister of Marine suspended the Shipping and Seamen's Act, as in 1913, nothing in this way could be done." xyxy=(281,820,400,1152)
